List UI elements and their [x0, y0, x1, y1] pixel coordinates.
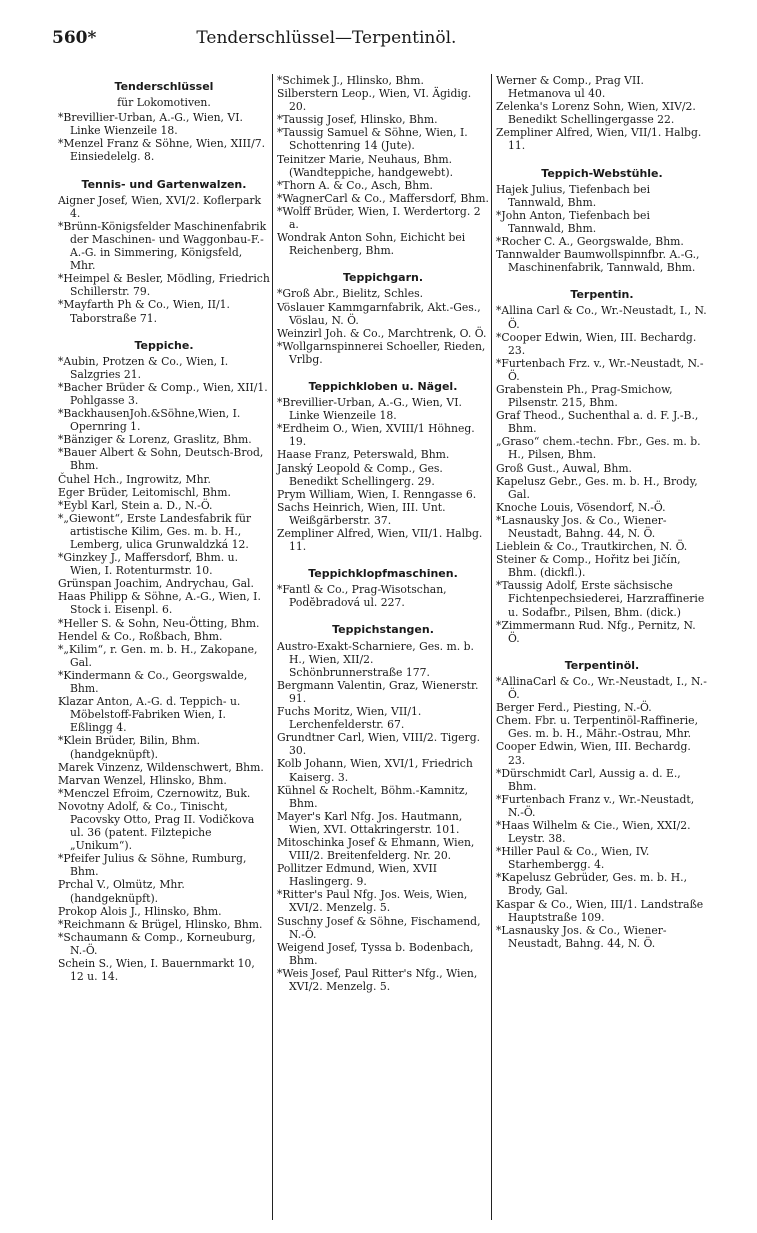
directory-entry: Berger Ferd., Piesting, N.-Ö.: [496, 701, 652, 715]
directory-entry: *Bacher Brüder & Comp., Wien, XII/1. Pohlgasse 3.: [58, 380, 268, 407]
directory-entry: Grabenstein Ph., Prag-Smichow, Pilsenstr. 215, Bhm.: [496, 382, 673, 410]
section: [277, 623, 489, 993]
directory-entry: Kühnel & Rochelt, Böhm.-Kamnitz, Bhm.: [277, 783, 468, 810]
directory-entry: Teinitzer Marie, Neuhaus, Bhm. (Wandteppiche, handgewebt).: [277, 152, 454, 179]
directory-entry: Prchal V., Olmütz, Mhr. (handgeknüpft).: [58, 878, 185, 905]
column-2: [272, 74, 489, 1220]
page-title: Tenderschlüssel—Terpentinöl.: [196, 28, 457, 48]
columns: [58, 74, 708, 1220]
directory-entry: Marek Vinzenz, Wildenschwert, Bhm.: [58, 760, 264, 774]
directory-entry: *John Anton, Tiefenbach bei Tannwald, Bhm.: [496, 208, 650, 235]
directory-entry: Werner & Comp., Prag VII. Hetmanova ul 40.: [496, 74, 644, 101]
directory-entry: Grundtner Carl, Wien, VIII/2. Tigerg. 30.: [277, 731, 481, 758]
section: [277, 380, 489, 553]
directory-entry: *Reichmann & Brügel, Hlinsko, Bhm.: [58, 917, 263, 931]
section: [277, 74, 489, 257]
directory-entry: Aigner Josef, Wien, XVI/2. Koflerpark 4.: [58, 193, 262, 220]
directory-entry: Kapelusz Gebr., Ges. m. b. H., Brody, Gal.: [496, 474, 698, 501]
directory-entry: Mitoschinka Josef & Ehmann, Wien, VIII/2. Breitenfelderg. Nr. 20.: [277, 835, 475, 863]
directory-entry: Haase Franz, Peterswald, Bhm.: [277, 448, 450, 462]
directory-entry: *Taussig Josef, Hlinsko, Bhm.: [277, 113, 438, 127]
section-heading: Teppiche.: [134, 338, 194, 352]
directory-entry: Chem. Fbr. u. Terpentinöl-Raffinerie, Ges. m. b. H., Mähr.-Ostrau, Mhr.: [496, 714, 698, 741]
directory-entry: *Taussig Samuel & Söhne, Wien, I. Schottenring 14 (Jute).: [277, 126, 468, 153]
directory-entry: *Schaumann & Comp., Korneuburg, N.-Ö.: [58, 930, 256, 957]
directory-entry: Graf Theod., Suchenthal a. d. F. J.-B., Bhm.: [496, 409, 699, 436]
section: [496, 167, 708, 275]
directory-entry: Zelenka's Lorenz Sohn, Wien, XIV/2. Benedikt Schellingergasse 22.: [496, 100, 696, 127]
directory-entry: Eger Brüder, Leitomischl, Bhm.: [58, 485, 231, 499]
directory-entry: Čuhel Hch., Ingrowitz, Mhr.: [58, 472, 211, 486]
section-heading: Teppich-Webstühle.: [541, 166, 663, 180]
directory-entry: *Wollgarnspinnerei Schoeller, Rieden, Vrlbg.: [277, 339, 486, 366]
section-heading: Tenderschlüssel: [114, 80, 214, 93]
directory-entry: *Menzel Franz & Söhne, Wien, XIII/7. Einsiedelelg. 8.: [58, 137, 266, 164]
directory-entry: *Wolff Brüder, Wien, I. Werdertorg. 2 a.: [277, 204, 481, 232]
directory-entry: Steiner & Comp., Hořitz bei Jičín, Bhm. (dickfl.).: [496, 553, 681, 580]
section: [277, 567, 489, 609]
page-number: 560*: [52, 28, 97, 48]
page-header: [52, 28, 717, 60]
directory-entry: *Brevillier-Urban, A.-G., Wien, VI. Linke Wienzeile 18.: [58, 111, 243, 138]
directory-entry: Silberstern Leop., Wien, VI. Ägidig. 20.: [277, 87, 472, 114]
directory-entry: *AllinaCarl & Co., Wr.-Neustadt, I., N.-Ö.: [496, 674, 707, 702]
directory-entry: *„Kilim“, r. Gen. m. b. H., Zakopane, Gal.: [58, 642, 258, 669]
directory-entry: *Lasnausky Jos. & Co., Wiener-Neustadt, Bahng. 44, N. Ö.: [496, 513, 667, 540]
directory-entry: *Heller S. & Sohn, Neu-Ötting, Bhm.: [58, 616, 260, 630]
directory-entry: Weinzirl Joh. & Co., Marchtrenk, O. Ö.: [277, 326, 487, 340]
directory-entry: Mayer's Karl Nfg. Jos. Hautmann, Wien, XVI. Ottakringerstr. 101.: [277, 809, 463, 836]
directory-entry: *Haas Wilhelm & Cie., Wien, XXI/2. Leystr. 38.: [496, 818, 691, 846]
directory-entry: *Zimmermann Rud. Nfg., Pernitz, N. Ö.: [496, 618, 696, 645]
column-1: [58, 74, 270, 1220]
directory-entry: *Aubin, Protzen & Co., Wien, I. Salzgries 21.: [58, 354, 229, 381]
directory-entry: *Thorn A. & Co., Asch, Bhm.: [277, 178, 433, 192]
directory-entry: Knoche Louis, Vösendorf, N.-Ö.: [496, 500, 666, 514]
section: [58, 339, 270, 984]
section: [277, 271, 489, 366]
directory-entry: *Hiller Paul & Co., Wien, IV. Starhembergg. 4.: [496, 845, 650, 872]
section: [58, 178, 270, 325]
directory-entry: Groß Gust., Auwal, Bhm.: [496, 461, 632, 475]
directory-entry: *Weis Josef, Paul Ritter's Nfg., Wien, XVI/2. Menzelg. 5.: [277, 966, 478, 993]
directory-entry: *Bänziger & Lorenz, Graslitz, Bhm.: [58, 433, 252, 447]
directory-entry: *Pfeifer Julius & Söhne, Rumburg, Bhm.: [58, 852, 247, 879]
directory-entry: Hendel & Co., Roßbach, Bhm.: [58, 629, 223, 643]
section: [496, 659, 708, 950]
directory-entry: *Klein Brüder, Bilin, Bhm. (handgeknüpft).: [58, 734, 201, 761]
directory-entry: *Groß Abr., Bielitz, Schles.: [277, 287, 424, 301]
directory-entry: *„Giewont“, Erste Landesfabrik für artistische Kilim, Ges. m. b. H., Lemberg, ulica Grunwaldzká 12.: [58, 511, 252, 551]
directory-entry: *Kindermann & Co., Georgswalde, Bhm.: [58, 668, 248, 696]
section-heading: Teppichgarn.: [342, 271, 424, 285]
directory-entry: *BackhausenJoh.&Söhne,Wien, I. Opernring 1.: [58, 407, 241, 434]
directory-entry: *Allina Carl & Co., Wr.-Neustadt, I., N. Ö.: [496, 304, 707, 331]
directory-entry: *Furtenbach Frz. v., Wr.-Neustadt, N.-Ö.: [496, 356, 704, 383]
directory-entry: *Fantl & Co., Prag-Wisotschan, Podĕbradová ul. 227.: [277, 583, 447, 610]
directory-entry: *Cooper Edwin, Wien, III. Bechardg. 23.: [496, 330, 697, 357]
directory-entry: Weigend Josef, Tyssa b. Bodenbach, Bhm.: [277, 940, 474, 967]
directory-entry: „Graso“ chem.-techn. Fbr., Ges. m. b. H., Pilsen, Bhm.: [496, 435, 701, 462]
directory-entry: *Lasnausky Jos. & Co., Wiener-Neustadt, Bahng. 44, N. Ö.: [496, 923, 667, 950]
directory-entry: Wondrak Anton Sohn, Eichicht bei Reichenberg, Bhm.: [277, 231, 466, 258]
directory-entry: Klazar Anton, A.-G. d. Teppich- u. Möbelstoff-Fabriken Wien, I. Eßlingg 4.: [58, 695, 241, 735]
directory-entry: Fuchs Moritz, Wien, VII/1. Lerchenfelderstr. 67.: [277, 705, 422, 732]
directory-entry: Tannwalder Baumwollspinnfbr. A.-G., Maschinenfabrik, Tannwald, Bhm.: [496, 248, 700, 275]
section-subheading: für Lokomotiven.: [117, 96, 211, 110]
section: [58, 80, 270, 164]
directory-entry: Zempliner Alfred, Wien, VII/1. Halbg. 11.: [496, 126, 702, 153]
directory-entry: Pollitzer Edmund, Wien, XVII Haslingerg. 9.: [277, 862, 437, 889]
directory-entry: *WagnerCarl & Co., Maffersdorf, Bhm.: [277, 191, 489, 205]
directory-entry: Vöslauer Kammgarnfabrik, Akt.-Ges., Vöslau, N. Ö.: [277, 300, 481, 327]
directory-entry: Haas Philipp & Söhne, A.-G., Wien, I. Stock i. Eisenpl. 6.: [58, 590, 261, 617]
directory-entry: Prokop Alois J., Hlinsko, Bhm.: [58, 904, 222, 918]
directory-entry: *Taussig Adolf, Erste sächsische Fichtenpechsiederei, Harzraffinerie u. Sodafbr., Pilsen, Bhm. (dick.): [496, 579, 705, 619]
section: [496, 74, 708, 153]
section: [496, 288, 708, 645]
directory-entry: Janský Leopold & Comp., Ges. Benedikt Schellingerg. 29.: [277, 461, 443, 488]
directory-entry: *Dürschmidt Carl, Aussig a. d. E., Bhm.: [496, 766, 681, 793]
directory-entry: Kaspar & Co., Wien, III/1. Landstraße Hauptstraße 109.: [496, 897, 704, 924]
directory-entry: *Erdheim O., Wien, XVIII/1 Höhneg. 19.: [277, 422, 475, 449]
section-heading: Teppichstangen.: [332, 623, 434, 637]
directory-entry: *Furtenbach Franz v., Wr.-Neustadt, N.-Ö.: [496, 792, 695, 819]
section-heading: Terpentinöl.: [564, 658, 640, 672]
directory-entry: *Schimek J., Hlinsko, Bhm.: [277, 74, 424, 87]
directory-entry: *Menczel Efroim, Czernowitz, Buk.: [58, 786, 251, 800]
directory-entry: Lieblein & Co., Trautkirchen, N. Ö.: [496, 540, 688, 554]
directory-entry: Grünspan Joachim, Andrychau, Gal.: [58, 577, 254, 591]
directory-entry: Schein S., Wien, I. Bauernmarkt 10, 12 u. 14.: [58, 957, 255, 984]
directory-entry: Suschny Josef & Söhne, Fischamend, N.-Ö.: [277, 914, 481, 941]
directory-entry: *Eybl Karl, Stein a. D., N.-Ö.: [58, 498, 213, 512]
directory-entry: Bergmann Valentin, Graz, Wienerstr. 91.: [277, 678, 479, 705]
directory-entry: Zempliner Alfred, Wien, VII/1. Halbg. 11.: [277, 527, 483, 554]
directory-entry: *Ritter's Paul Nfg. Jos. Weis, Wien, XVI/2. Menzelg. 5.: [277, 888, 468, 915]
directory-entry: Cooper Edwin, Wien, III. Bechardg. 23.: [496, 740, 691, 767]
directory-entry: *Rocher C. A., Georgswalde, Bhm.: [496, 235, 684, 249]
directory-entry: Kolb Johann, Wien, XVI/1, Friedrich Kaiserg. 3.: [277, 757, 473, 784]
section-heading: Teppichkloben u. Nägel.: [308, 379, 458, 393]
directory-entry: Marvan Wenzel, Hlinsko, Bhm.: [58, 773, 227, 787]
directory-entry: *Mayfarth Ph & Co., Wien, II/1. Taborstraße 71.: [58, 298, 230, 325]
directory-entry: *Ginzkey J., Maffersdorf, Bhm. u. Wien, I. Rotenturmstr. 10.: [58, 551, 239, 578]
directory-entry: *Bauer Albert & Sohn, Deutsch-Brod, Bhm.: [58, 446, 264, 473]
directory-entry: *Heimpel & Besler, Mödling, Friedrich Schillerstr. 79.: [58, 272, 270, 299]
directory-entry: Novotny Adolf, & Co., Tinischt, Pacovsky Otto, Prag II. Vodičkova ul. 36 (patent. Filztepiche „Unikum“).: [58, 799, 255, 853]
directory-entry: *Brevillier-Urban, A.-G., Wien, VI. Linke Wienzeile 18.: [277, 396, 462, 423]
directory-entry: *Kapelusz Gebrüder, Ges. m. b. H., Brody, Gal.: [496, 871, 688, 898]
section-heading: Tennis- und Gartenwalzen.: [81, 177, 247, 191]
directory-entry: *Brünn-Königsfelder Maschinenfabrik der Maschinen- und Waggonbau-F.-A.-G. in Simmering, Königsfeld, Mhr.: [58, 219, 267, 273]
column-3: [491, 74, 708, 1220]
directory-entry: Prym William, Wien, I. Renngasse 6.: [277, 487, 477, 501]
directory-entry: Austro-Exakt-Scharniere, Ges. m. b. H., Wien, XII/2. Schönbrunnerstraße 177.: [277, 639, 474, 679]
directory-entry: Hajek Julius, Tiefenbach bei Tannwald, Bhm.: [496, 182, 651, 209]
section-heading: Terpentin.: [570, 288, 634, 302]
section-heading: Teppichklopfmaschinen.: [308, 567, 458, 581]
directory-entry: Sachs Heinrich, Wien, III. Unt. Weißgärberstr. 37.: [277, 500, 446, 527]
